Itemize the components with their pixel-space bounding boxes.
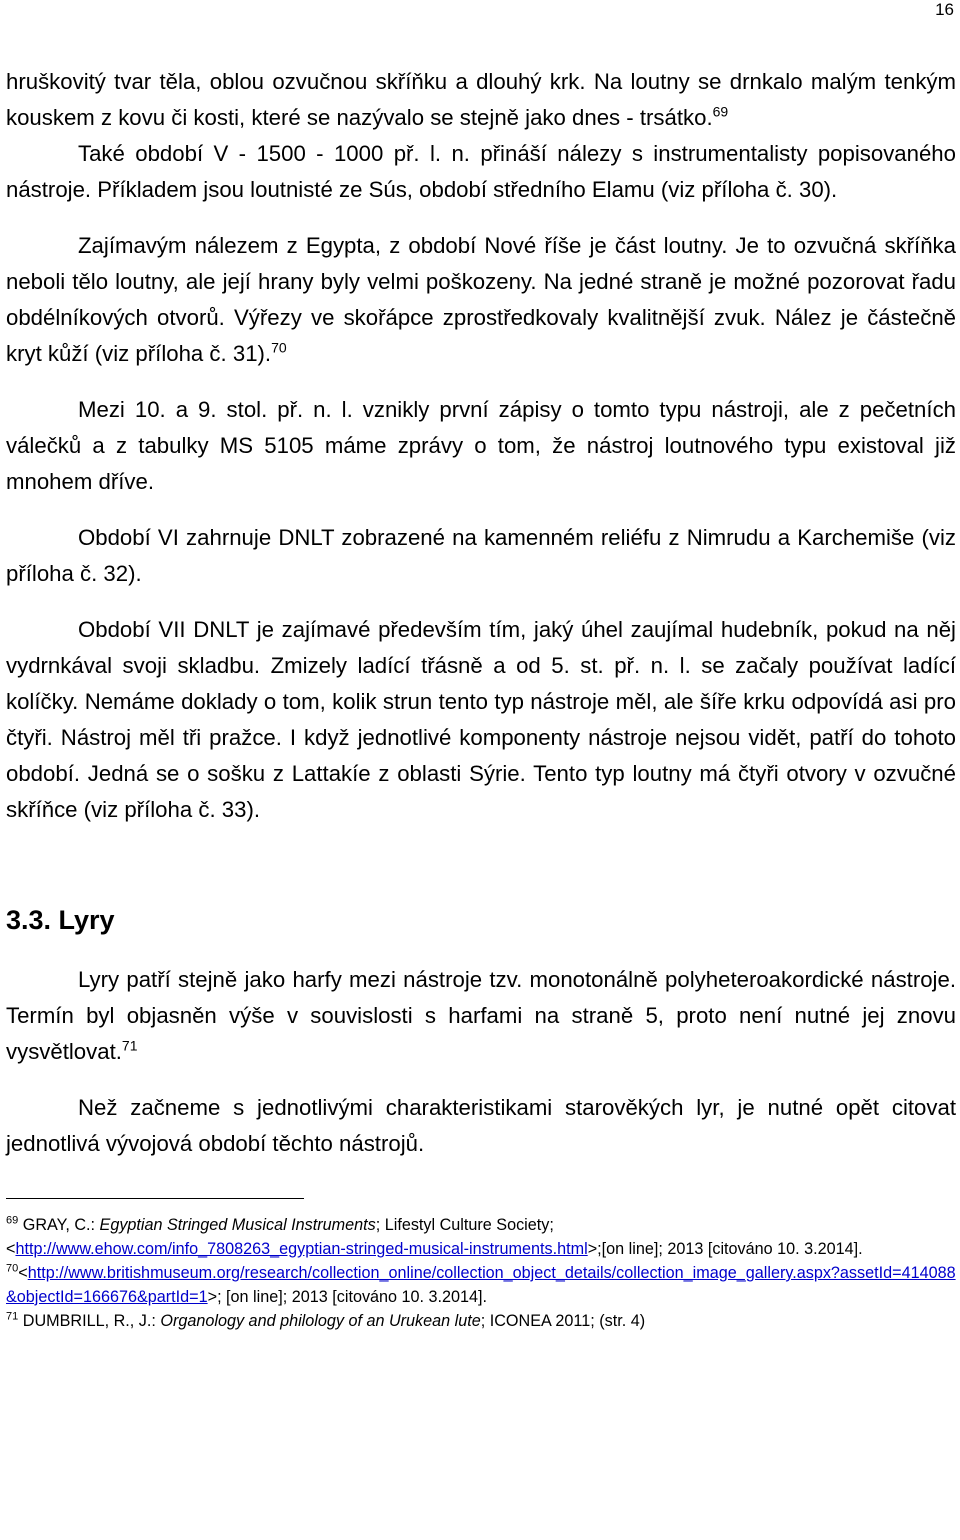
paragraph-8: Než začneme s jednotlivými charakteristikami starověkých lyr, je nutné opět citovat jednotlivá vývojová období těchto nástrojů.	[6, 1095, 956, 1156]
paragraph-6: Období VII DNLT je zajímavé především tím, jaký úhel zaujímal hudebník, pokud na něj vydrnkával svoji skladbu. Zmizely ladící třásně a od 5. st. př. n. l. se začaly používat ladící kolíčky. Nemáme doklady o tom, kolik strun tento typ nástroje měl, ale šíře krku odpovídá asi pro čtyři. Nástroj měl tři pražce. I když jednotlivé komponenty nástroje nejsou vidět, patří do tohoto období. Jedná se o sošku z Lattakíe z oblasti Sýrie. Tento typ loutny má čtyři otvory v ozvučné skříňce (viz příloha č. 33).	[6, 617, 956, 822]
document-body	[6, 64, 956, 1333]
footnote-ref-70[interactable]: 70	[271, 339, 287, 356]
section-heading: 3.3. Lyry	[6, 905, 115, 935]
footnote-ref-71[interactable]: 71	[121, 1037, 138, 1054]
paragraph-4: Mezi 10. a 9. stol. př. n. l. vznikly první zápisy o tomto typu nástroji, ale z pečetních válečků a z tabulky MS 5105 máme zprávy o tom, že nástroj loutnového typu existoval již mnohem dříve.	[6, 397, 956, 494]
footnote-ref-69[interactable]: 69	[712, 103, 729, 120]
paragraph-1: hruškovitý tvar těla, oblou ozvučnou skříňku a dlouhý krk. Na loutny se drnkalo malým tenkým kouskem z kovu či kosti, které se nazývalo se stejně jako dnes - trsátko.$^{69}$	[6, 69, 956, 130]
footnote-separator	[6, 1198, 304, 1199]
footnote-69-link[interactable]: http://www.ehow.com/info_7808263_egyptian-stringed-musical-instruments.html	[15, 1240, 588, 1258]
paragraph-5: Období VI zahrnuje DNLT zobrazené na kamenném reliéfu z Nimrudu a Karchemiše (viz příloha č. 32).	[6, 525, 956, 586]
footnote-71: $^{71}$ DUMBRILL, R., J.: Organology and philology of an Urukean lute; ICONEA 2011; (str. 4)	[6, 1310, 646, 1330]
page-number: 16	[935, 0, 954, 19]
footnote-70: $^{70}$<http://www.britishmuseum.org/research/collection_online/collection_object_details/collection_image_gallery.aspx?assetId=414088&objectId=166676&partId=1>; [on line]; 2013 [citováno 10. 3.2014].	[6, 1262, 956, 1306]
paragraph-7: Lyry patří stejně jako harfy mezi nástroje tzv. monotonálně polyheteroakordické nástroje. Termín byl objasněn výše v souvislosti s harfami na straně 5, proto není nutné jej znovu vysvětlovat.$^{71}$	[6, 967, 956, 1064]
paragraph-3: Zajímavým nálezem z Egypta, z období Nové říše je část loutny. Je to ozvučná skříňka neboli tělo loutny, ale její hrany byly velmi poškozeny. Na jedné straně je možné pozorovat řadu obdélníkových otvorů. Výřezy ve skořápce zprostředkovaly kvalitnější zvuk. Nález je částečně kryt kůží (viz příloha č. 31).$^{70}$	[6, 233, 956, 366]
footnote-69: $^{69}$ GRAY, C.: Egyptian Stringed Musical Instruments; Lifestyl Culture Society; <http://www.ehow.com/info_7808263_egyptian-stringed-musical-instruments.html>;[on line]; 2013 [citováno 10. 3.2014].	[6, 1214, 863, 1258]
footnote-70-link[interactable]: http://www.britishmuseum.org/research/collection_online/collection_object_details/collection_image_gallery.aspx?assetId=414088&objectId=166676&partId=1	[6, 1264, 956, 1306]
paragraph-2: Také období V - 1500 - 1000 př. l. n. přináší nálezy s instrumentalisty popisovaného nástroje. Příkladem jsou loutnisté ze Sús, období středního Elamu (viz příloha č. 30).	[6, 141, 956, 202]
